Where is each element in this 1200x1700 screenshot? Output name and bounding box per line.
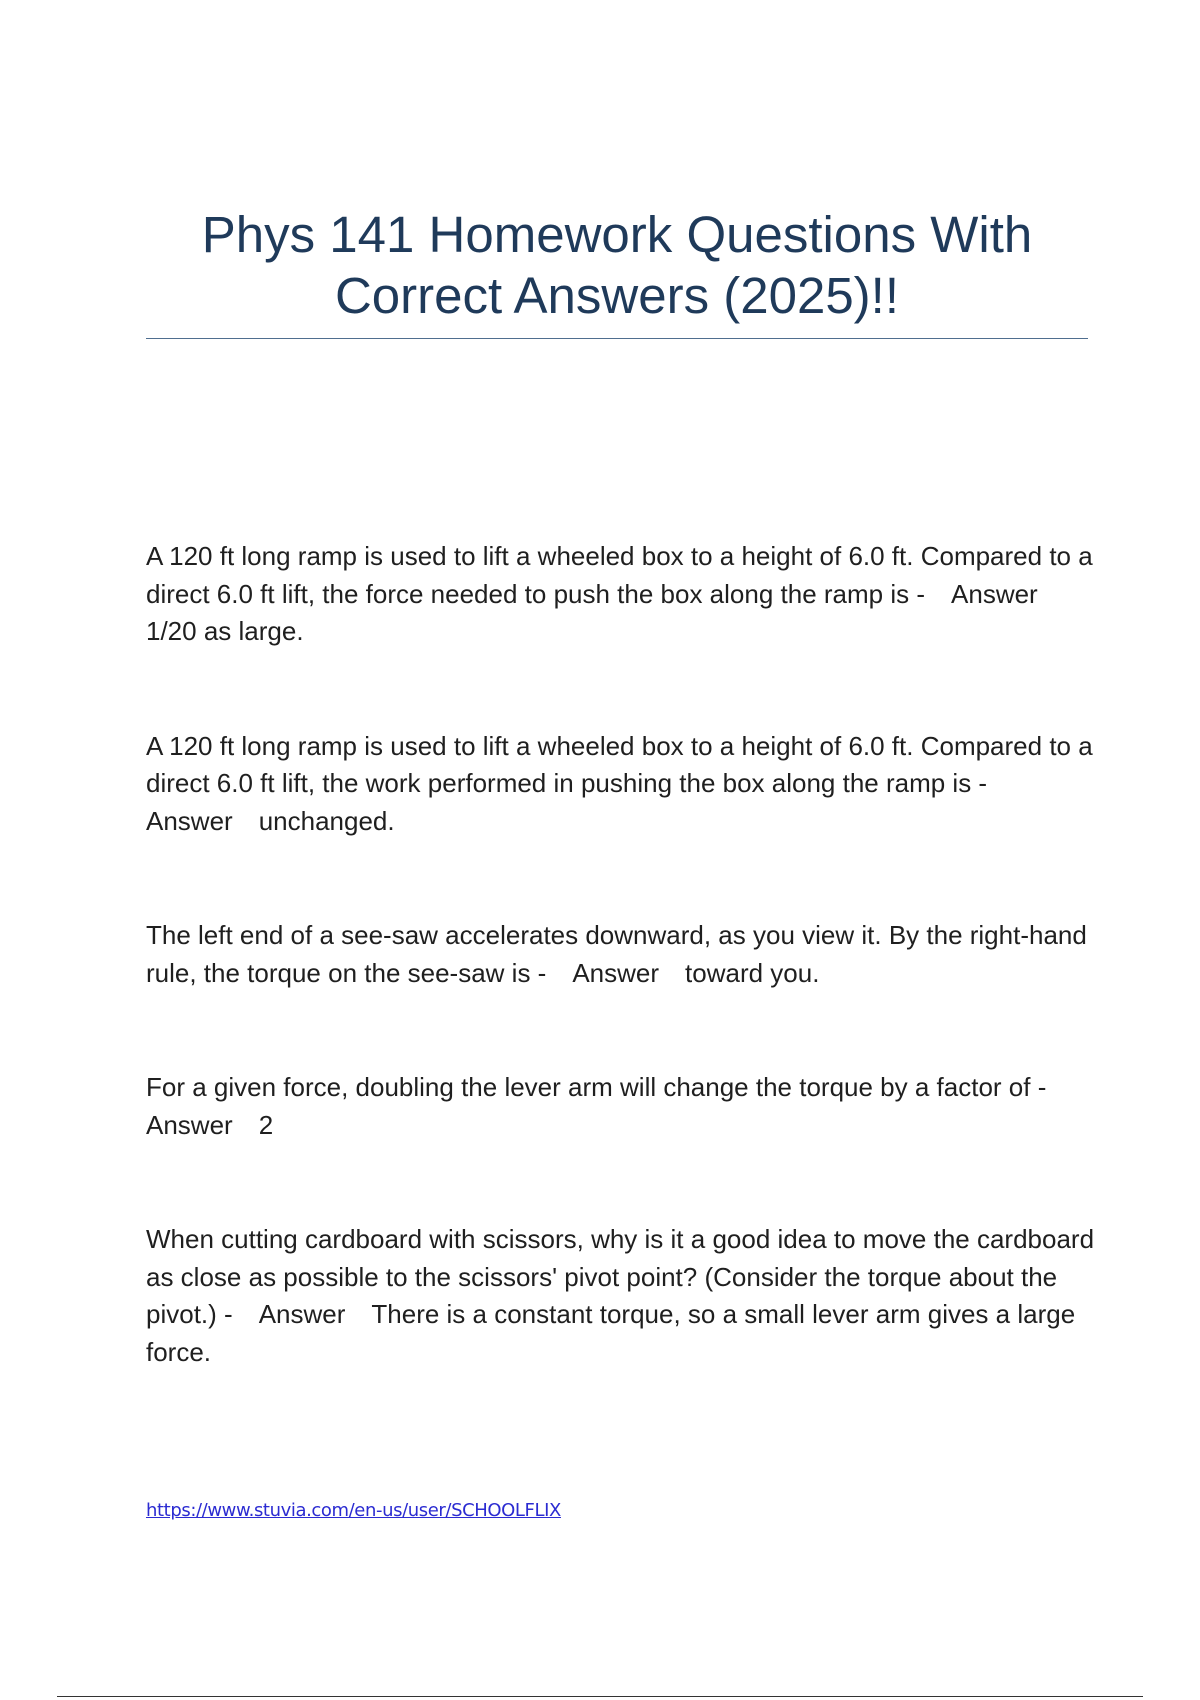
answer-text: 2 <box>258 1109 274 1140</box>
qa-item-5 <box>146 1221 1096 1371</box>
answer-text: unchanged. <box>258 805 395 836</box>
question-text: The left end of a see-saw accelerates downward, as you view it. By the right-hand rule, the torque on the see-saw is - <box>146 920 1087 988</box>
qa-item-2 <box>146 728 1096 841</box>
answer-text: 1/20 as large. <box>146 616 304 646</box>
title-block <box>146 204 1088 339</box>
qa-list <box>146 538 1096 1371</box>
question-text: A 120 ft long ramp is used to lift a wheeled box to a height of 6.0 ft. Compared to a direct 6.0 ft lift, the force needed to push the box along the ramp is - <box>146 541 1093 609</box>
qa-item-1 <box>146 538 1096 651</box>
answer-label: Answer <box>146 1109 233 1140</box>
question-text: For a given force, doubling the lever arm will change the torque by a factor of - <box>146 1072 1047 1102</box>
answer-label: Answer <box>951 578 1038 609</box>
page-title: Phys 141 Homework Questions With Correct Answers (2025)!! <box>201 206 1033 324</box>
footer-link[interactable]: https://www.stuvia.com/en-us/user/SCHOOLFLIX <box>146 1500 561 1521</box>
answer-label: Answer <box>146 805 233 836</box>
answer-text: There is a constant torque, so a small lever arm gives a large force. <box>146 1299 1076 1367</box>
question-text: A 120 ft long ramp is used to lift a wheeled box to a height of 6.0 ft. Compared to a direct 6.0 ft lift, the work performed in pushing the box along the ramp is - <box>146 730 1093 798</box>
question-text: When cutting cardboard with scissors, why is it a good idea to move the cardboard as close as possible to the scissors' pivot point? (Consider the torque about the pivot.) - <box>146 1224 1095 1329</box>
answer-text: toward you. <box>685 957 820 988</box>
qa-item-4 <box>146 1069 1096 1144</box>
answer-label: Answer <box>572 957 660 988</box>
qa-item-3 <box>146 917 1096 992</box>
page-bottom-divider <box>57 1696 1143 1697</box>
answer-label: Answer <box>258 1299 346 1329</box>
